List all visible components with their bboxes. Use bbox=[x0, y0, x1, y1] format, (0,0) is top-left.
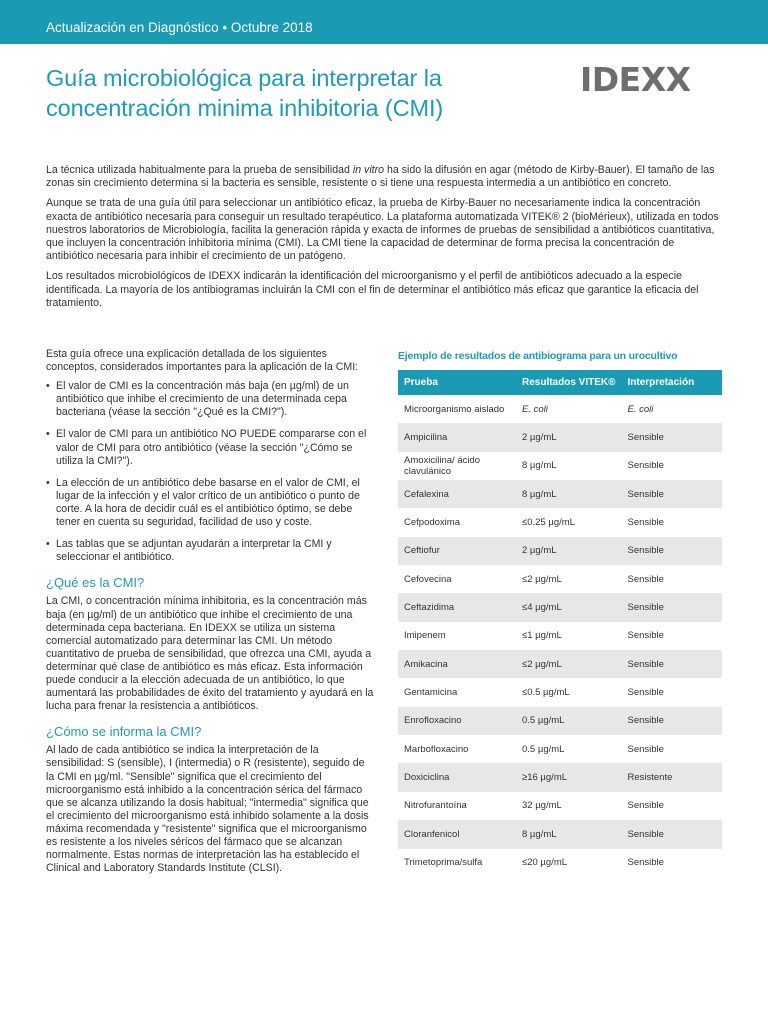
guide-bullet: • El valor de CMI es la concentración más baja (en µg/ml) de un antibiótico que inhibe el crecimiento de una determinada cepa bacteriana (véase la sección "¿Qué es la CMI?"). bbox=[46, 380, 374, 419]
cell-resultado: 8 µg/mL bbox=[516, 452, 622, 480]
page-title-line-2: concentración minima inhibitoria (CMI) bbox=[46, 95, 444, 121]
section-heading-how: ¿Cómo se informa la CMI? bbox=[46, 724, 202, 740]
cell-interpretacion: Sensible bbox=[622, 707, 723, 735]
column-header-resultados: Resultados VITEK® bbox=[516, 370, 622, 395]
table-row bbox=[398, 452, 722, 480]
table-row bbox=[398, 565, 722, 593]
cell-resultado: ≤1 µg/mL bbox=[516, 622, 622, 650]
table-row bbox=[398, 792, 722, 820]
antibiogram-table-section bbox=[398, 350, 722, 877]
cell-prueba: Ampicilina bbox=[398, 423, 516, 451]
table-row bbox=[398, 593, 722, 621]
cell-resultado: ≤0.25 µg/mL bbox=[516, 508, 622, 536]
cell-resultado: E. coli bbox=[516, 395, 622, 423]
header-banner-text: Actualización en Diagnóstico • Octubre 2018 bbox=[46, 20, 313, 35]
idexx-logo: IDEXX bbox=[580, 65, 691, 95]
intro-p1-text-end: ha sido la difusión en agar (método de Kirby-Bauer). El tamaño de las zonas sin crecimiento determina si la bacteria es sensible, resistente o si tiene una respuesta intermedia a un antibiótico en concreto. bbox=[46, 164, 715, 190]
guide-bullet: • El valor de CMI para un antibiótico NO PUEDE compararse con el valor de CMI para otro antibiótico (véase la sección "¿Cómo se utiliza la CMI?"). bbox=[46, 428, 374, 467]
page-title-line-1: Guía microbiológica para interpretar la bbox=[46, 65, 442, 91]
table-row bbox=[398, 480, 722, 508]
antibiogram-table bbox=[398, 370, 722, 877]
cell-prueba: Amoxicilina/ ácido clavulánico bbox=[398, 452, 516, 480]
cell-resultado: 0.5 µg/mL bbox=[516, 735, 622, 763]
cell-prueba: Ceftazidima bbox=[398, 593, 516, 621]
cell-prueba: Cloranfenicol bbox=[398, 820, 516, 848]
cell-resultado: 0.5 µg/mL bbox=[516, 707, 622, 735]
guide-bullet: • Las tablas que se adjuntan ayudarán a interpretar la CMI y seleccionar el antibiótico. bbox=[46, 538, 374, 564]
guide-lead: Esta guía ofrece una explicación detallada de los siguientes conceptos, considerados importantes para la aplicación de la CMI: bbox=[46, 348, 359, 374]
table-row bbox=[398, 537, 722, 565]
column-header-interpretacion: Interpretación bbox=[622, 370, 723, 395]
cell-prueba: Amikacina bbox=[398, 650, 516, 678]
cell-prueba: Doxiciclina bbox=[398, 763, 516, 791]
intro-p1-italic: in vitro bbox=[352, 164, 385, 176]
intro-section bbox=[46, 164, 722, 317]
table-title: Ejemplo de resultados de antibiograma para un urocultivo bbox=[398, 350, 678, 362]
cell-resultado: 8 µg/mL bbox=[516, 480, 622, 508]
cell-prueba: Nitrofurantoína bbox=[398, 792, 516, 820]
cell-interpretacion: Sensible bbox=[622, 537, 723, 565]
intro-paragraph-1 bbox=[46, 164, 722, 190]
table-row bbox=[398, 622, 722, 650]
cell-prueba: Marbofloxacino bbox=[398, 735, 516, 763]
table-row bbox=[398, 763, 722, 791]
cell-prueba: Gentamicina bbox=[398, 678, 516, 706]
cell-interpretacion: Sensible bbox=[622, 508, 723, 536]
cell-prueba: Imipenem bbox=[398, 622, 516, 650]
guide-bullet: • La elección de un antibiótico debe basarse en el valor de CMI, el lugar de la infección y el valor crítico de un antibiótico o punto de corte. A la hora de decidir cuál es el antibiótico óptimo, se debe tener en cuenta su seguridad, facilidad de uso y coste. bbox=[46, 477, 374, 529]
intro-paragraph-2: Aunque se trata de una guía útil para seleccionar un antibiótico eficaz, la prueba de Kirby-Bauer no necesariamente indica la concentración exacta de antibiótico necesaria para conseguir un resultado terapéutico. La plataforma automatizada VITEK® 2 (bioMérieux), utilizada en todos nuestros laboratorios de Microbiología, facilita la generación rápida y exacta de informes de pruebas de sensibilidad a antibióticos cuantitativa, que incluyen la concentración inhibitoria mínima (CMI). La CMI tiene la capacidad de determinar de forma precisa la concentración de antibiótico necesaria para inhibir el crecimiento de un patógeno. bbox=[46, 197, 719, 263]
cell-resultado: ≤2 µg/mL bbox=[516, 650, 622, 678]
cell-prueba: Trimetoprima/sulfa bbox=[398, 849, 516, 877]
cell-prueba: Cefpodoxima bbox=[398, 508, 516, 536]
cell-interpretacion: Sensible bbox=[622, 423, 723, 451]
table-body bbox=[398, 395, 722, 877]
cell-resultado: ≤20 µg/mL bbox=[516, 849, 622, 877]
cell-resultado: 2 µg/mL bbox=[516, 423, 622, 451]
cell-interpretacion: Sensible bbox=[622, 622, 723, 650]
cell-interpretacion: Sensible bbox=[622, 849, 723, 877]
section-body-what: La CMI, o concentración mínima inhibitoria, es la concentración más baja (en µg/ml) de un antibiótico que inhibe el crecimiento de una determinada cepa bacteriana. En IDEXX se utiliza un sistema comercial automatizado para determinar las CMI. Un método cuantitativo de prueba de sensibilidad, que ofrezca una CMI, ayuda a determinar qué clase de antibiótico es más eficaz. Esta información puede conducir a la elección adecuada de un antibiótico, lo que aumentará las probabilidades de éxito del tratamiento y ayudará en la lucha para frenar la resistencia a antibióticos. bbox=[46, 595, 374, 713]
section-heading-what: ¿Qué es la CMI? bbox=[46, 575, 145, 591]
page-title bbox=[46, 63, 516, 123]
table-row bbox=[398, 735, 722, 763]
header-banner bbox=[0, 0, 768, 44]
cell-interpretacion: Sensible bbox=[622, 820, 723, 848]
table-header-row bbox=[398, 370, 722, 395]
cell-interpretacion: E. coli bbox=[622, 395, 723, 423]
table-row bbox=[398, 423, 722, 451]
cell-interpretacion: Sensible bbox=[622, 792, 723, 820]
cell-interpretacion: Sensible bbox=[622, 678, 723, 706]
cell-resultado: 32 µg/mL bbox=[516, 792, 622, 820]
column-header-prueba: Prueba bbox=[398, 370, 516, 395]
cell-prueba: Enrofloxacino bbox=[398, 707, 516, 735]
guide-bullet-list bbox=[46, 380, 374, 564]
cell-interpretacion: Sensible bbox=[622, 593, 723, 621]
cell-resultado: 8 µg/mL bbox=[516, 820, 622, 848]
cell-interpretacion: Sensible bbox=[622, 480, 723, 508]
cell-interpretacion: Sensible bbox=[622, 452, 723, 480]
table-row bbox=[398, 678, 722, 706]
cell-resultado: ≤0.5 µg/mL bbox=[516, 678, 622, 706]
cell-prueba: Cefovecina bbox=[398, 565, 516, 593]
table-row bbox=[398, 395, 722, 423]
cell-interpretacion: Sensible bbox=[622, 735, 723, 763]
table-row bbox=[398, 707, 722, 735]
cell-prueba: Microorganismo aislado bbox=[398, 395, 516, 423]
cell-resultado: ≥16 µg/mL bbox=[516, 763, 622, 791]
cell-resultado: 2 µg/mL bbox=[516, 537, 622, 565]
cell-interpretacion: Sensible bbox=[622, 650, 723, 678]
table-row bbox=[398, 849, 722, 877]
section-body-how: Al lado de cada antibiótico se indica la interpretación de la sensibilidad: S (sensible), I (intermedia) o R (resistente), seguido de la CMI en µg/ml. "Sensible" significa que el crecimiento del microorganismo está inhibido a la concentración sérica del fármaco que se alcanza utilizando la dosis habitual; "intermedia" significa que el crecimiento del microorganismo está inhibido solamente a la dosis máxima recomendada y "resistente" significa que el microorganismo es resistente a los niveles séricos del fármaco que se alcanzan normalmente. Estas normas de interpretación las ha establecido el Clinical and Laboratory Standards Institute (CLSI). bbox=[46, 744, 369, 875]
table-row bbox=[398, 650, 722, 678]
left-column bbox=[46, 348, 374, 881]
cell-resultado: ≤2 µg/mL bbox=[516, 565, 622, 593]
table-row bbox=[398, 820, 722, 848]
cell-prueba: Cefalexina bbox=[398, 480, 516, 508]
table-row bbox=[398, 508, 722, 536]
cell-resultado: ≤4 µg/mL bbox=[516, 593, 622, 621]
intro-p1-text: La técnica utilizada habitualmente para la prueba de sensibilidad bbox=[46, 164, 353, 176]
cell-interpretacion: Resistente bbox=[622, 763, 723, 791]
cell-interpretacion: Sensible bbox=[622, 565, 723, 593]
cell-prueba: Ceftiofur bbox=[398, 537, 516, 565]
intro-paragraph-3: Los resultados microbiológicos de IDEXX indicarán la identificación del microorganismo y el perfil de antibióticos adecuado a la especie identificada. La mayoría de los antibiogramas incluirán la CMI con el fin de determinar el antibiótico más eficaz que garantice la eficacia del tratamiento. bbox=[46, 270, 699, 309]
